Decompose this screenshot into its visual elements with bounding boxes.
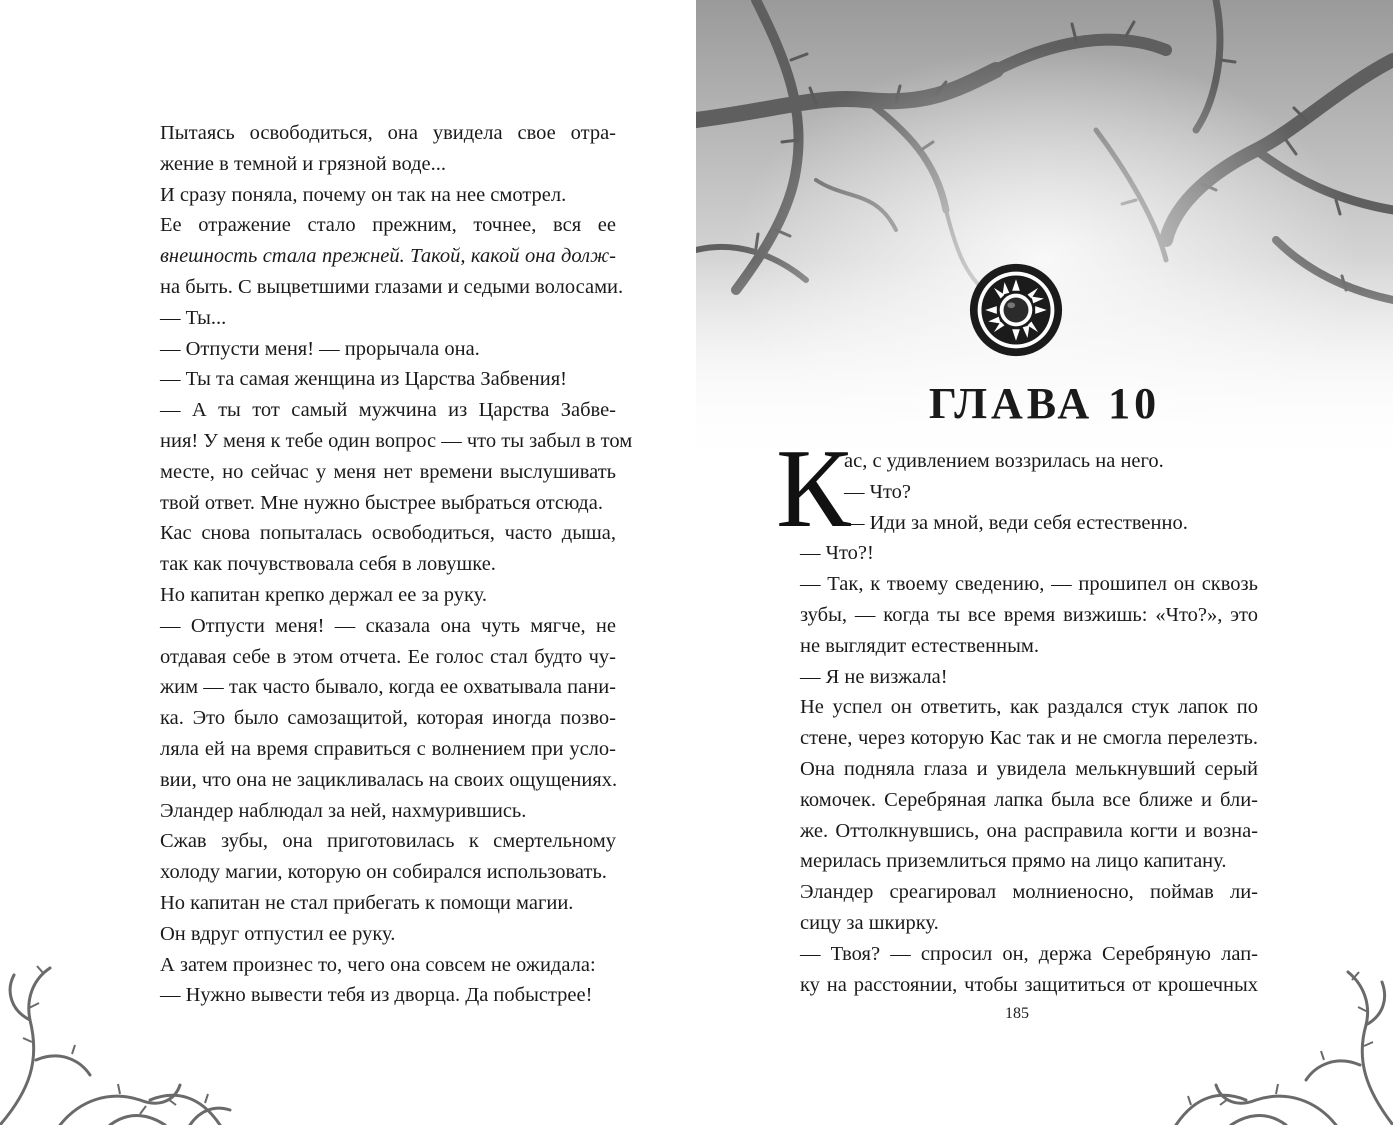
- text-line: зубы, — когда ты все время визжишь: «Что?», это: [800, 603, 1258, 626]
- paragraph: [136, 826, 616, 888]
- page-number: 185: [1005, 1005, 1029, 1022]
- paragraph: [136, 518, 616, 580]
- text-line: не выглядит естественным.: [800, 634, 1039, 657]
- text-line: отдавая себе в этом отчета. Ее голос стал будто чу-: [160, 645, 616, 668]
- text-line: Но капитан не стал прибегать к помощи магии.: [160, 891, 574, 914]
- paragraph: [136, 118, 616, 180]
- text-line: Пытаясь освободиться, она увидела свое отра-: [160, 122, 616, 144]
- paragraph: [136, 580, 616, 611]
- text-line: Ее отражение стало прежним, точнее, вся ее: [160, 214, 616, 237]
- text-line: внешность стала прежней. Такой, какой она долж-: [160, 245, 616, 268]
- left-page: [0, 0, 696, 1125]
- text-line: Не успел он ответить, как раздался стук лапок по: [800, 696, 1258, 719]
- text-line: стене, через которую Кас так и не смогла перелезть.: [800, 727, 1258, 750]
- text-line: — Нужно вывести тебя из дворца. Да побыстрее!: [160, 984, 593, 1007]
- text-line: — Я не визжала!: [800, 665, 948, 688]
- text-line: Эландер среагировал молниеносно, поймав ли-: [800, 881, 1258, 904]
- paragraph: [136, 395, 633, 518]
- text-line: так как почувствовала себя в ловушке.: [160, 553, 496, 576]
- text-line: жение в темной и грязной воде...: [160, 152, 447, 175]
- text-line: мерилась приземлиться прямо на лицо капитану.: [800, 850, 1227, 873]
- paragraph: [136, 888, 616, 919]
- paragraph: [136, 364, 616, 395]
- left-page-text: [136, 118, 633, 1011]
- text-line: ка. Это было самозащитой, которая иногда позво-: [160, 707, 616, 730]
- text-line: — Отпусти меня! — сказала она чуть мягче, не: [160, 614, 616, 637]
- paragraph: [776, 692, 1258, 877]
- text-line: сицу за шкирку.: [800, 911, 939, 934]
- text-line: И сразу поняла, почему он так на нее смотрел.: [160, 183, 567, 206]
- text-line: жим — так часто бывало, когда ее охватывала пани-: [160, 676, 616, 699]
- text-line: А затем произнес то, чего она совсем не ожидала:: [160, 953, 596, 976]
- chapter-title: ГЛАВА 10: [928, 379, 1161, 428]
- text-line: — Иди за мной, веди себя естественно.: [844, 511, 1188, 534]
- text-line: твой ответ. Мне нужно быстрее выбраться отсюда.: [160, 491, 603, 514]
- sun-eye-emblem-icon: [968, 262, 1064, 358]
- text-line: Сжав зубы, она приготовилась к смертельному: [160, 830, 616, 853]
- text-line: — Твоя? — спросил он, держа Серебряную лап-: [800, 942, 1258, 965]
- paragraph: [136, 796, 616, 827]
- text-line: — Отпусти меня! — прорычала она.: [160, 337, 480, 360]
- text-line: Но капитан крепко держал ее за руку.: [160, 583, 488, 606]
- text-line: ляла ей на время справиться с волнением при усло-: [160, 737, 616, 760]
- paragraph: [776, 427, 1258, 551]
- drop-cap: К: [776, 427, 851, 551]
- text-line: же. Оттолкнувшись, она расправила когти и возна-: [800, 819, 1258, 842]
- paragraph: [776, 569, 1258, 661]
- text-line: комочек. Серебряная лапка была все ближе и бли-: [800, 788, 1258, 811]
- text-line: вии, что она не зацикливалась на своих ощущениях.: [160, 768, 618, 791]
- paragraph: [776, 877, 1258, 939]
- paragraph: [776, 939, 1258, 1001]
- paragraph: [776, 538, 1258, 569]
- text-line: — Так, к твоему сведению, — прошипел он сквозь: [800, 573, 1258, 596]
- text-line: — Ты та самая женщина из Царства Забвения!: [160, 368, 567, 391]
- paragraph: [776, 662, 1258, 693]
- text-line: — Ты...: [160, 306, 227, 329]
- paragraph: [136, 303, 616, 334]
- text-line: — Что?: [844, 480, 911, 503]
- text-line: на быть. С выцветшими глазами и седыми волосами.: [160, 275, 624, 298]
- text-line: ку на расстоянии, чтобы защититься от крошечных: [800, 973, 1258, 996]
- text-line: месте, но сейчас у меня нет времени выслушивать: [160, 460, 616, 483]
- text-line: Она подняла глаза и увидела мелькнувший серый: [800, 757, 1258, 780]
- text-line: — Что?!: [800, 542, 874, 565]
- text-line: ас, с удивлением воззрилась на него.: [844, 450, 1164, 472]
- text-line: Кас снова попыталась освободиться, часто дыша,: [160, 522, 616, 545]
- text-line: холоду магии, которую он собирался использовать.: [160, 861, 607, 884]
- paragraph: [136, 919, 616, 950]
- text-line: ния! У меня к тебе один вопрос — что ты забыл в том: [160, 429, 633, 452]
- paragraph: [136, 611, 616, 796]
- paragraph: [136, 210, 624, 302]
- text-line: Он вдруг отпустил ее руку.: [160, 922, 396, 945]
- paragraph: [136, 180, 616, 211]
- paragraph: [136, 950, 616, 981]
- right-page-text: [776, 427, 1258, 1000]
- paragraph: [136, 980, 616, 1011]
- paragraph: [136, 334, 616, 365]
- text-line: Эландер наблюдал за ней, нахмурившись.: [160, 799, 527, 822]
- text-line: — А ты тот самый мужчина из Царства Забве-: [160, 399, 616, 422]
